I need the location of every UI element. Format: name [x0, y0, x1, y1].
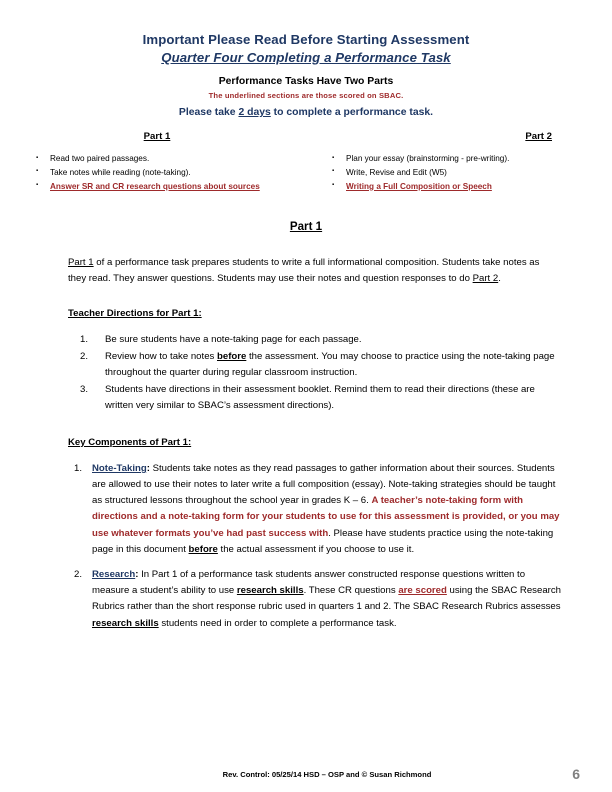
research-text-a: In Part 1 of a performance task students answer constructed response questions written to measure a student’s ability to use [92, 569, 526, 597]
direction-text: Students have directions in their assessment booklet. Remind them to read their directions (these are written very similar to SBAC’s assessment directions). [105, 383, 535, 412]
list-item [0, 382, 612, 415]
key-components-heading: Key Components of Part 1: [68, 436, 192, 448]
list-item: ▪ Plan your essay (brainstorming - pre-writing). [312, 153, 612, 165]
underlined-note: The underlined sections are those scored on SBAC. [208, 91, 404, 100]
time-instruction-post: to complete a performance task. [270, 107, 434, 118]
list-item [0, 332, 612, 349]
teacher-directions-heading: Teacher Directions for Part 1: [68, 308, 202, 320]
time-instruction-days: 2 days [238, 107, 271, 118]
note-taking-label: Note-Taking [92, 462, 147, 474]
part1-column [0, 130, 306, 194]
time-instruction [0, 104, 612, 122]
note-taking-colon: : [146, 462, 153, 474]
list-item [0, 349, 612, 382]
page-number: 6 [572, 766, 580, 782]
time-instruction-pre: Please take [178, 107, 239, 118]
list-item: ▪ Take notes while reading (note-taking). [8, 167, 306, 179]
list-item: ▪ Answer SR and CR research questions about sources [8, 181, 306, 193]
list-item: ▪ Writing a Full Composition or Speech [312, 181, 612, 193]
intro-heading-block [0, 74, 612, 122]
are-scored-emphasis: are scored [398, 585, 447, 597]
note-taking-text-a: Students take notes as they read passages to gather information about their sources. Students are allowed to use their notes to later write a full composition (essay). Note-taking strategies should be taught as structured lessons throughout the school year in grades K – 6. [92, 462, 556, 507]
list-item: ▪ Write, Revise and Edit (W5) [312, 167, 612, 179]
research-text-c: using the SBAC Research Rubrics rather than the short response rubric used in quarters 1 and 2. The SBAC Research Rubrics assesses [92, 585, 561, 613]
research-label: Research [92, 569, 136, 581]
document-title-block [0, 0, 612, 68]
note-taking-red-text: A teacher’s note-taking form with directions and a note-taking form for your students to use for this assessment is provided, or you may use whatever formats you’ve had past success with [92, 495, 560, 539]
key-components-list [0, 461, 612, 632]
intro-part1-ref: Part 1 [68, 257, 94, 269]
note-taking-emphasis: before [188, 543, 218, 555]
direction-text-cont: the assessment. You may choose to practice using the note-taking page throughout the quarter during regular classroom instruction. [105, 350, 555, 379]
note-taking-text-c: the actual assessment if you choose to use it. [217, 543, 415, 555]
page-subtitle: Quarter Four Completing a Performance Task [161, 50, 451, 65]
direction-emphasis: before [217, 350, 247, 362]
section-heading-part1: Part 1 [289, 220, 323, 234]
part2-bullet-list [312, 153, 612, 192]
note-taking-text-b: . Please have students practice using the note-taking page in this document [92, 527, 554, 555]
research-text-b: . These CR questions [303, 585, 399, 597]
performance-tasks-heading: Performance Tasks Have Two Parts [218, 76, 394, 87]
intro-part2-ref: Part 2 [472, 272, 499, 284]
research-colon: : [135, 569, 142, 581]
list-item [0, 461, 612, 558]
direction-text: Be sure students have a note-taking page for each passage. [105, 334, 362, 346]
part1-intro-paragraph [0, 255, 612, 286]
intro-body: of a performance task prepares students to write a full informational composition. Students take notes as they read. They answer questions. Students may use their notes and question responses to do [68, 257, 540, 284]
part2-column-heading: Part 2 [525, 131, 552, 142]
part1-bullet-list [8, 153, 306, 192]
direction-text: Review how to take notes [105, 350, 217, 362]
part2-column [306, 130, 612, 194]
research-text-d: students need in order to complete a performance task. [158, 617, 397, 629]
list-item [0, 567, 612, 632]
intro-period: . [498, 272, 501, 284]
page-title: Important Please Read Before Starting Assessment [142, 32, 470, 47]
teacher-directions-list [0, 332, 612, 415]
research-skills-ref-2: research skills [92, 617, 159, 629]
list-item: ▪ Read two paired passages. [8, 153, 306, 165]
footer-revision-text: Rev. Control: 05/25/14 HSD – OSP and © Susan Richmond [222, 770, 432, 779]
parts-columns [0, 130, 612, 194]
research-skills-ref-1: research skills [236, 585, 304, 597]
part1-column-heading: Part 1 [143, 131, 171, 142]
